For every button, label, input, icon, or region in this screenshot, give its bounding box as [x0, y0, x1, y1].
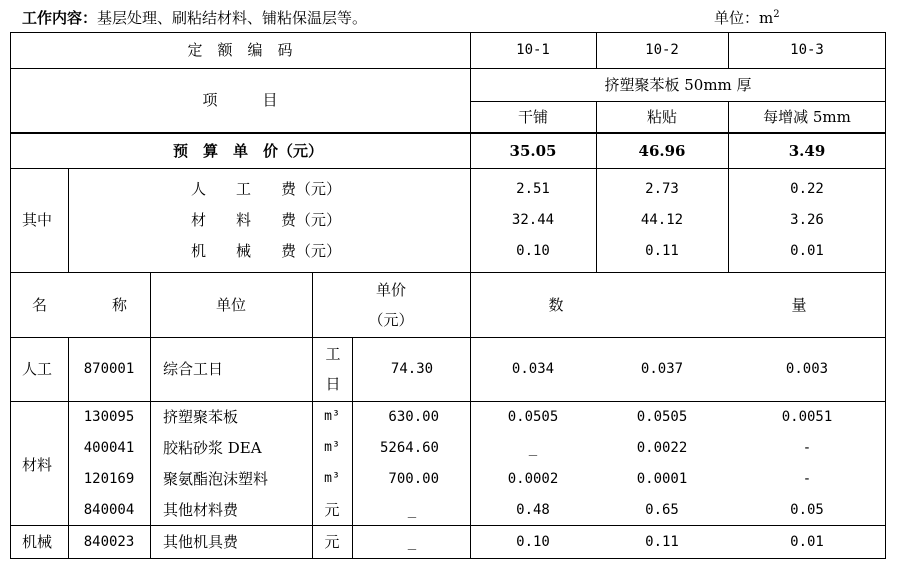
table-border	[11, 33, 886, 559]
machine-qty: 0.01	[790, 534, 824, 550]
machine-qty: 0.10	[516, 534, 550, 550]
col-header-unit: 单位	[215, 296, 247, 314]
material-name: 胶粘砂浆 DEA	[163, 439, 262, 457]
material-price: 5264.60	[379, 440, 439, 456]
material-qty: 0.0022	[636, 440, 688, 456]
cost-row-label: 机 械 费（元）	[190, 242, 342, 260]
material-qty: 0.0505	[507, 409, 559, 425]
material-name: 挤塑聚苯板	[163, 408, 239, 426]
quota-code-label: 定 额 编 码	[187, 41, 293, 59]
material-qty: 0.0505	[636, 409, 688, 425]
code-cell: 10-1	[516, 42, 550, 58]
material-qty: -	[802, 471, 812, 487]
material-name: 其他材料费	[163, 501, 239, 519]
machine-category: 机械	[22, 533, 53, 551]
item-variant: 每增减 5mm	[763, 108, 851, 126]
material-unit: 元	[324, 501, 340, 519]
material-code: 120169	[83, 471, 135, 487]
col-header-price-1: 单价	[375, 281, 407, 299]
cost-row-label: 材 料 费（元）	[190, 211, 342, 229]
material-qty: 0.48	[516, 502, 550, 518]
material-price: 700.00	[388, 471, 439, 487]
work-content-label: 工作内容：	[22, 9, 98, 27]
col-header-qty-1: 数	[548, 296, 564, 314]
col-header-name-1: 名	[32, 296, 48, 314]
labor-qty: 0.034	[511, 361, 555, 377]
unit-power: 2	[773, 9, 780, 20]
unit-value: m	[759, 9, 774, 27]
budget-label: 预 算 单 价（元）	[172, 142, 324, 160]
material-category: 材料	[22, 456, 53, 474]
item-label: 项 目	[202, 91, 278, 109]
col-header-qty-2: 量	[791, 296, 807, 314]
cost-value: 32.44	[511, 212, 555, 228]
item-variant: 粘贴	[646, 108, 678, 126]
labor-name: 综合工日	[163, 360, 224, 378]
budget-value: 46.96	[638, 142, 686, 160]
labor-qty: 0.037	[640, 361, 684, 377]
col-header-price-2: （元）	[368, 311, 414, 329]
labor-price: 74.30	[390, 361, 434, 377]
cost-value: 0.11	[645, 243, 679, 259]
material-qty: 0.65	[645, 502, 679, 518]
cost-value: 2.73	[645, 181, 679, 197]
material-qty: 0.0051	[781, 409, 833, 425]
cost-value: 0.01	[790, 243, 824, 259]
material-code: 130095	[83, 409, 135, 425]
material-price: _	[407, 502, 417, 518]
labor-unit-1: 工	[325, 345, 341, 363]
cost-value: 44.12	[640, 212, 684, 228]
unit-label: 单位：	[714, 9, 760, 27]
material-code: 840004	[83, 502, 135, 518]
material-unit: m³	[324, 409, 340, 424]
item-variant: 干铺	[517, 108, 549, 126]
material-qty: 0.0001	[636, 471, 688, 487]
material-unit: m³	[324, 471, 340, 486]
labor-code: 870001	[83, 361, 135, 377]
code-cell: 10-3	[790, 42, 824, 58]
budget-value: 3.49	[788, 142, 826, 160]
machine-price: _	[407, 534, 417, 550]
cost-value: 0.22	[790, 181, 824, 197]
budget-value: 35.05	[509, 142, 557, 160]
labor-category: 人工	[22, 360, 53, 378]
among-label: 其中	[22, 211, 53, 229]
material-qty: _	[528, 440, 538, 456]
cost-value: 2.51	[516, 181, 550, 197]
machine-code: 840023	[83, 534, 135, 550]
cost-value: 0.10	[516, 243, 550, 259]
machine-unit: 元	[324, 533, 340, 551]
item-group-label: 挤塑聚苯板 50mm 厚	[604, 76, 752, 94]
machine-name: 其他机具费	[163, 533, 239, 551]
material-code: 400041	[83, 440, 135, 456]
machine-qty: 0.11	[645, 534, 679, 550]
material-unit: m³	[324, 440, 340, 455]
cost-value: 3.26	[790, 212, 824, 228]
labor-qty: 0.003	[785, 361, 829, 377]
material-qty: 0.05	[790, 502, 824, 518]
work-content-text: 基层处理、刷粘结材料、铺粘保温层等。	[97, 9, 368, 27]
labor-unit-2: 日	[325, 375, 341, 393]
material-price: 630.00	[388, 409, 439, 425]
col-header-name-2: 称	[112, 296, 128, 314]
material-qty: -	[802, 440, 812, 456]
material-qty: 0.0002	[507, 471, 559, 487]
code-cell: 10-2	[645, 42, 679, 58]
cost-row-label: 人 工 费（元）	[190, 180, 342, 198]
material-name: 聚氨酯泡沫塑料	[163, 470, 269, 488]
